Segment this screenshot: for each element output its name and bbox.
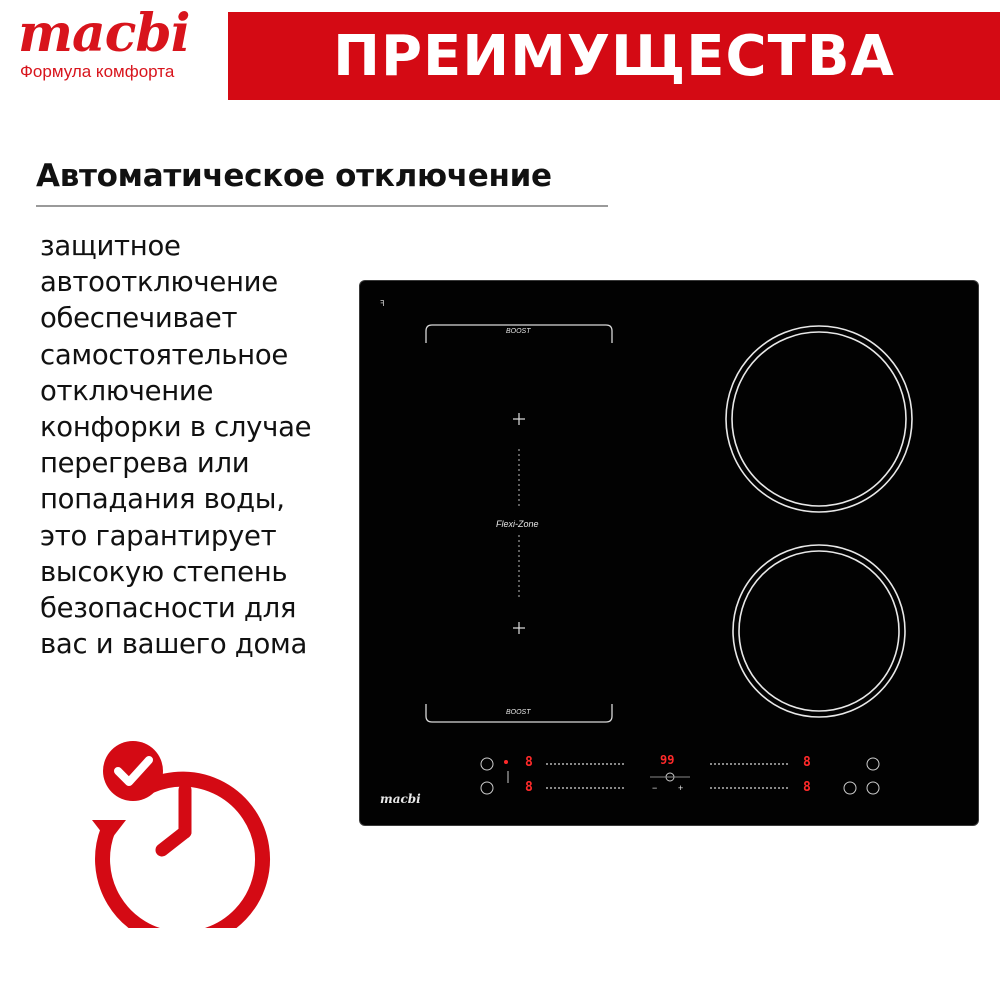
description-line: защитное xyxy=(40,230,181,262)
title-banner xyxy=(228,12,1000,100)
timer-display: 99 xyxy=(660,753,675,767)
description-line: попадания воды, xyxy=(40,483,285,516)
description-line: отключение xyxy=(40,374,214,407)
description-line: конфорки в случае xyxy=(40,411,312,444)
description-line: обеспечивает xyxy=(40,302,238,335)
flexi-zone-label: Flexi-Zone xyxy=(496,519,539,529)
feature-heading: Автоматическое отключение xyxy=(36,158,552,194)
description-line: это гарантирует xyxy=(40,519,277,552)
svg-text:ꟻ: ꟻ xyxy=(380,299,385,308)
heading-divider xyxy=(36,205,608,207)
timer-plus-label: + xyxy=(678,783,684,793)
description-line: безопасности для xyxy=(40,592,297,625)
description-line: автоотключение xyxy=(40,266,278,299)
description-line: перегрева или xyxy=(40,447,250,480)
brand-wordmark: macbi xyxy=(18,3,190,64)
banner-title: ПРЕИМУЩЕСТВА xyxy=(333,23,895,89)
zone-display: 8 xyxy=(525,755,533,770)
boost-label-top: BOOST xyxy=(506,328,531,335)
zone-display: 8 xyxy=(803,780,811,795)
zone-display: 8 xyxy=(525,780,533,795)
zone-display: 8 xyxy=(803,755,811,770)
description-line: вас и вашего дома xyxy=(40,628,308,661)
clock-checkmark-icon xyxy=(90,738,280,928)
timer-minus-label: − xyxy=(652,783,658,793)
description-line: высокую степень xyxy=(40,555,288,588)
induction-hob-image xyxy=(360,281,978,825)
description-line: самостоятельное xyxy=(40,338,288,371)
feature-description xyxy=(40,228,350,662)
hob-logo: macbi xyxy=(380,792,421,806)
boost-label-bottom: BOOST xyxy=(506,709,531,716)
brand-logo xyxy=(0,0,228,100)
brand-tagline: Формула комфорта xyxy=(20,62,175,81)
